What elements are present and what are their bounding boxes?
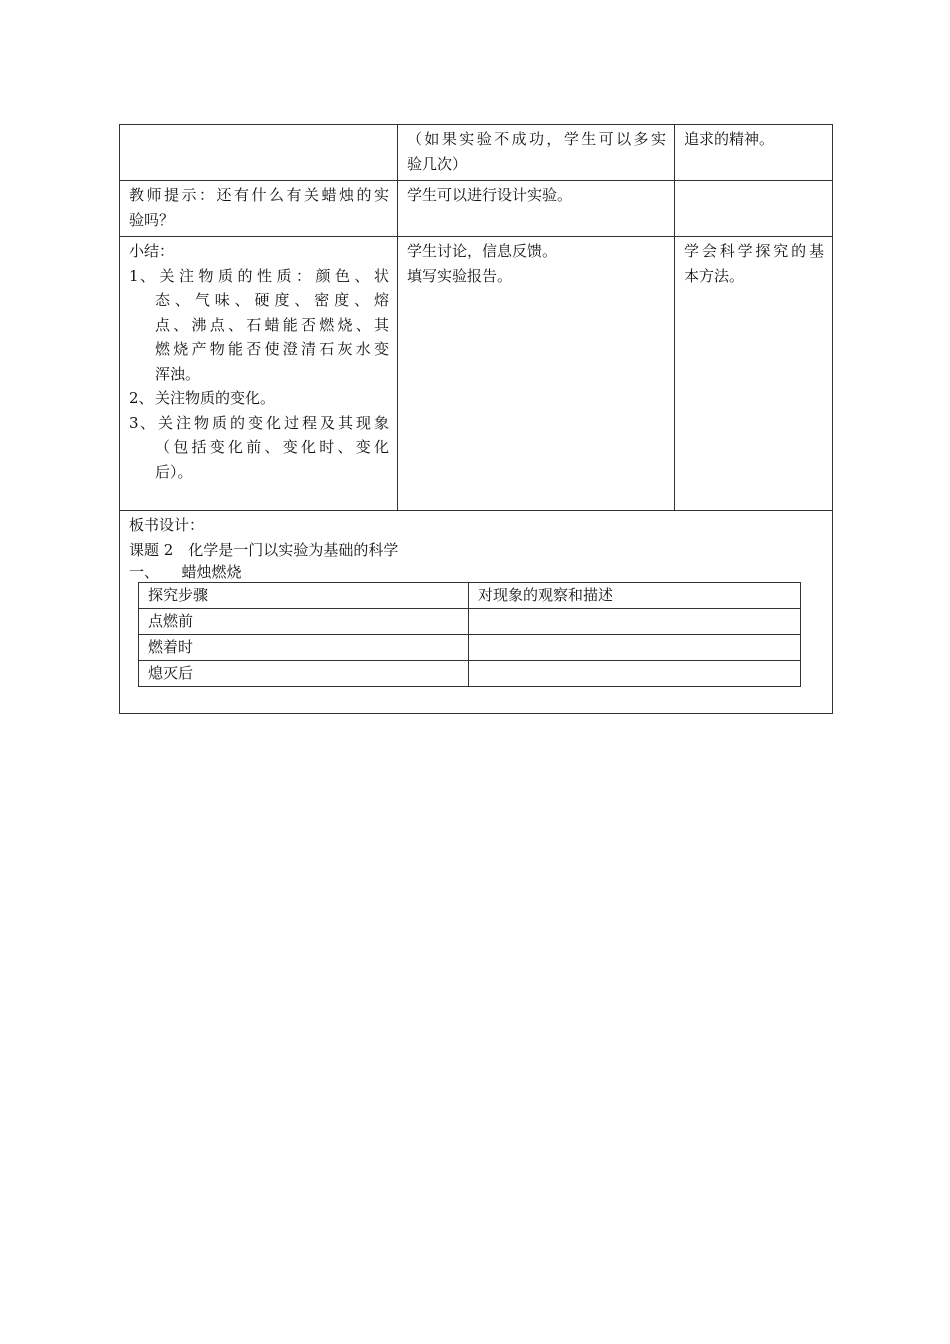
text-line: 填写实验报告。 bbox=[407, 266, 513, 285]
table-row bbox=[120, 237, 833, 511]
text-line: 验几次） bbox=[407, 154, 468, 173]
table-row bbox=[139, 609, 801, 635]
table-header-row bbox=[139, 583, 801, 609]
summary-title: 小结： bbox=[129, 242, 175, 260]
column-header: 对现象的观察和描述 bbox=[469, 583, 801, 609]
table-row bbox=[139, 661, 801, 687]
list-number: 3、 bbox=[129, 413, 155, 432]
student-activity-cell bbox=[398, 125, 675, 181]
table-row bbox=[120, 511, 833, 714]
text-line: 学生可以进行设计实验。 bbox=[407, 186, 573, 204]
table-row bbox=[120, 125, 833, 181]
design-intent-cell bbox=[675, 125, 833, 181]
table-cell bbox=[469, 609, 801, 635]
table-cell: 燃着时 bbox=[139, 635, 469, 661]
design-intent-cell bbox=[675, 181, 833, 237]
summary-cell bbox=[120, 237, 398, 511]
column-header: 探究步骤 bbox=[139, 583, 469, 609]
list-number: 2、 bbox=[129, 389, 154, 407]
student-activity-cell bbox=[398, 181, 675, 237]
table-cell bbox=[469, 661, 801, 687]
observation-table bbox=[138, 582, 801, 687]
text-line: （如果实验不成功，学生可以多实 bbox=[407, 130, 666, 148]
text-line: 验吗？ bbox=[129, 210, 175, 229]
text-line: 教师提示：还有什么有关蜡烛的实 bbox=[129, 186, 389, 204]
design-intent-cell bbox=[675, 237, 833, 511]
table-cell: 熄灭后 bbox=[139, 661, 469, 687]
table-cell: 点燃前 bbox=[139, 609, 469, 635]
text-line: 追求的精神。 bbox=[684, 130, 775, 148]
board-section: 一、 蜡烛燃烧 bbox=[129, 563, 242, 581]
teacher-activity-cell bbox=[120, 181, 398, 237]
summary-item-1: 1、关注物质的性质：颜色、状 态、气味、硬度、密度、熔 点、沸点、石蜡能否燃烧、其 燃烧产物能否使澄清石灰水变 浑浊。 bbox=[129, 264, 389, 387]
board-design-cell bbox=[120, 511, 833, 714]
lesson-plan-table bbox=[119, 124, 833, 714]
text-line: 学生讨论，信息反馈。 bbox=[407, 242, 558, 260]
text-line: 学会科学探究的基 bbox=[684, 242, 824, 260]
board-title: 板书设计： bbox=[129, 516, 205, 534]
student-activity-cell bbox=[398, 237, 675, 511]
summary-item-3: 3、关注物质的变化过程及其现象 （包括变化前、变化时、变化 后）。 bbox=[129, 411, 389, 485]
table-row bbox=[139, 635, 801, 661]
list-number: 1、 bbox=[129, 266, 155, 285]
teacher-activity-cell bbox=[120, 125, 398, 181]
text-line: 本方法。 bbox=[684, 266, 745, 285]
summary-item-2: 2、关注物质的变化。 bbox=[129, 386, 389, 411]
board-topic: 课题 2 化学是一门以实验为基础的科学 bbox=[129, 540, 399, 559]
table-cell bbox=[469, 635, 801, 661]
table-row bbox=[120, 181, 833, 237]
